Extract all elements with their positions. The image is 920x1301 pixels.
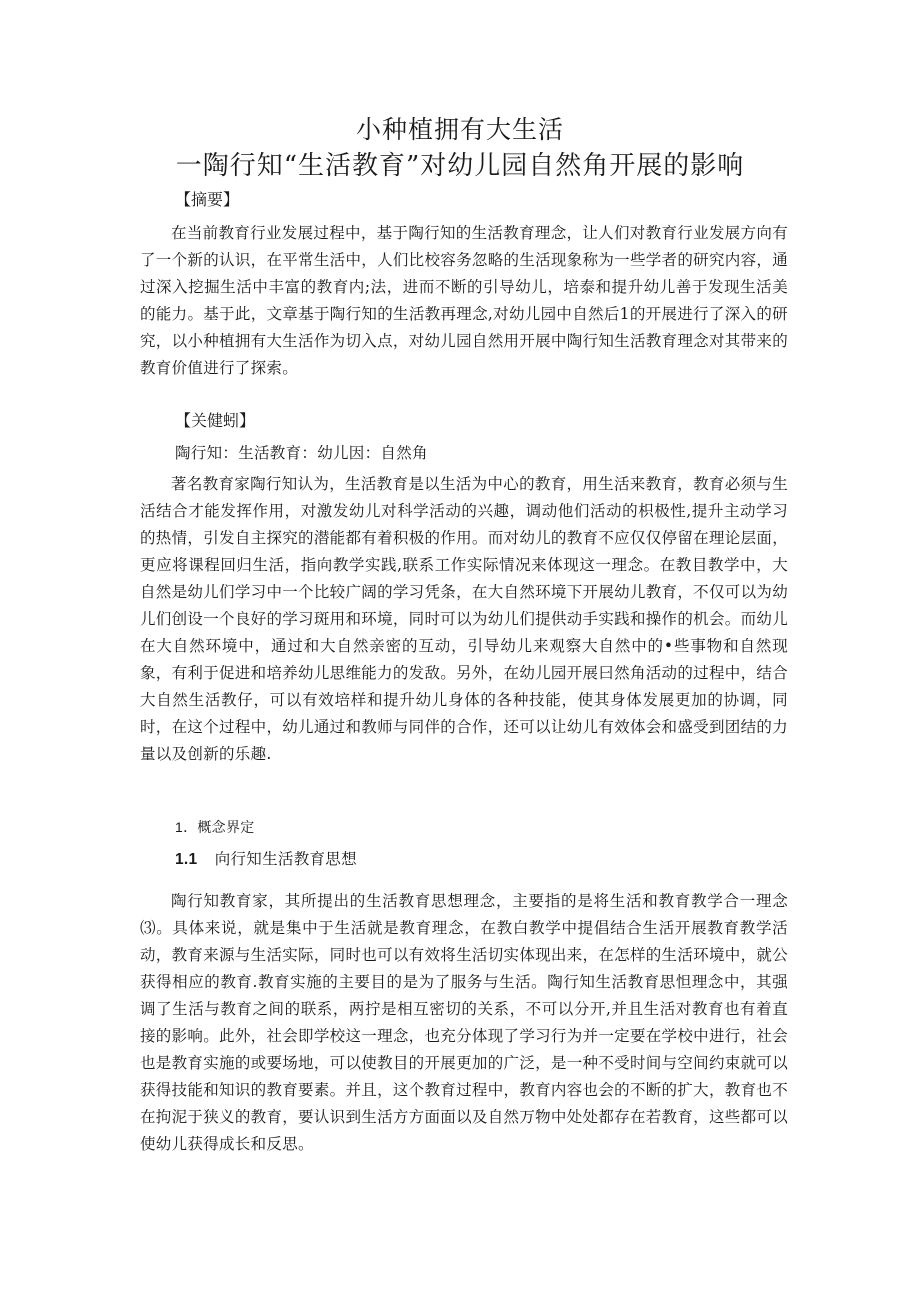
section-1-1-title: 向行知生活教育思想 bbox=[214, 850, 357, 868]
document-title: 小种植拥有大生活 bbox=[355, 115, 564, 144]
abstract-heading: 【摘要】 bbox=[175, 190, 240, 209]
intro-paragraph: 著名教育家陶行知认为，生活教育是以生活为中心的教育，用生活来教育，教育必须与生活结合才能发挥作用，对激发幼儿对科学活动的兴趣，调动他们活动的枳极性,提升主动学习的热情，引发自主探究的潜能都有着积极的作用。而对幼儿的教育不应仅仅停留在理论层面，更应将课程回归生活，指向教学实践,联系工作实际情况来体现这一理念。在教目教学中，大自然是幼儿们学习中一个比较广阔的学习凭条，在大自然环境下开展幼儿教育，不仅可以为幼儿们创设一个良好的学习斑用和环境，同时可以为幼儿们提供动手实践和操作的机会。而幼儿在大自然环境中，通过和大自然亲密的互动，引导幼儿来观察大自然中的•些事物和自然现象，有利于促进和培养幼儿思维能力的发敌。另外，在幼儿园开展曰然角活动的过程中，结合大自然生活教仔，可以有效培样和提升幼儿身体的各种技能，使其身体发展更加的协调，同时，在这个过程中，幼儿通过和教师与同伴的合作，还可以让幼儿有效体会和盛受到团结的力量以及创新的乐趣. bbox=[140, 475, 788, 763]
keywords-text: 陶行知：生活教育：幼儿因：自然角 bbox=[175, 444, 428, 462]
abstract-paragraph: 在当前教育行业发展过程中，基于陶行知的生活教育理念，让人们对教育行业发展方向有了一个新的认识，在平常生活中，人们比校容务忽略的生活现象称为一些学者的研究内容，通过深入挖掘生活中丰富的教育内;法，进而不断的引导幼儿，培泰和提升幼儿善于发现生活美的能力。基于此，文章基于陶行知的生活教再理念,对幼儿园中自然后1的开展进行了深入的研究，以小种植拥有大生活作为切入点，对幼儿园自然用开展中陶行知生活教育理念对其带来的教育价值进行了探索。 bbox=[140, 224, 788, 377]
document-subtitle: 一陶行知“生活教育”对幼儿园自然角开展的影响 bbox=[175, 151, 745, 181]
section-1-1-paragraph: 陶行知教育家，其所提出的生活教育思想理念，主要指的是将生活和教育教学合一理念⑶。具体来说，就是集中于生活就是教育理念，在教白教学中提倡结合生活开展教育教学活动，教育来源与生活实际，同时也可以有效将生活切实体现出来，在怎样的生活环境中，就公获得相应的教育.教育实施的主要目的是为了服务与生活。陶行知生活教育思怛理念中，其强调了生活与教育之间的联系，两拧是相互密切的关系，不可以分开,并且生活对教育也有着直接的影响。此外，社会即学校这一理念，也充分体现了学习行为并一定要在学校中进行，社会也是教育实施的或要场地，可以使教目的开展更加的广泛，是一种不受时间与空间约束就可以获得技能和知识的教育要素。并且，这个教育过程中，教育内容也会的不断的扩大，教育也不在拘泥于狭义的教育，要认识到生活方方面面以及自然万物中处处都存在若教育，这些都可以使幼儿获得成长和反思。 bbox=[140, 892, 788, 1153]
keywords-heading: 【关健蚓】 bbox=[175, 411, 256, 430]
section-1-1-heading bbox=[175, 848, 357, 871]
section-1-heading: 1．概念界定 bbox=[175, 819, 255, 835]
section-1-1-number: 1.1 bbox=[175, 851, 198, 868]
